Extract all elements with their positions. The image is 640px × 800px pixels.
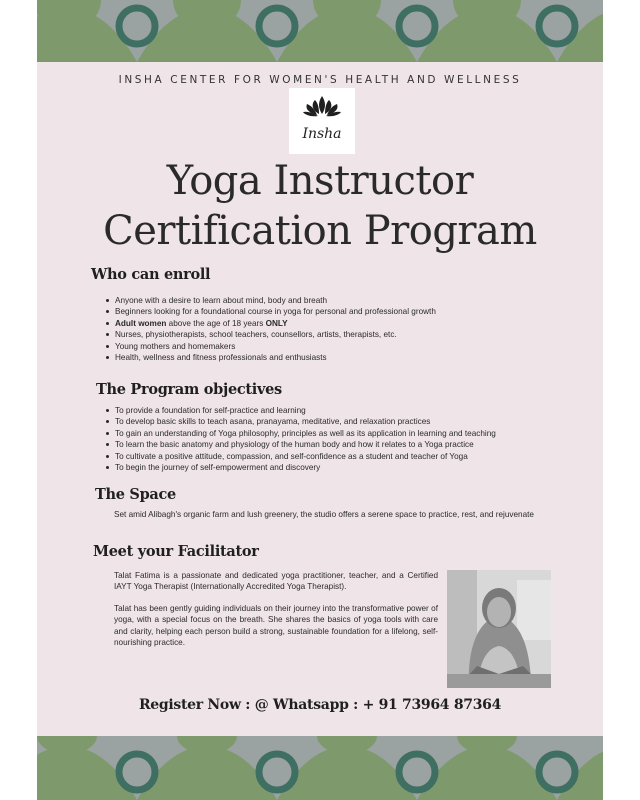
register-now-line: Register Now : @ Whatsapp : + 91 73964 87364 (138, 697, 502, 713)
meet-facilitator-heading: Meet your Facilitator (93, 543, 259, 560)
adult-women-bold: Adult women (115, 318, 167, 328)
insha-logo (289, 88, 355, 154)
program-title-line1: Yoga Instructor (166, 158, 474, 204)
bottom-pattern-band (37, 736, 603, 800)
program-objectives-heading: The Program objectives (96, 381, 282, 398)
list-item: To learn the basic anatomy and physiology of the human body and how it relates to a Yoga practice (105, 439, 496, 450)
facilitator-bio-text: Talat has been gently guiding individuals on their journey into the transformative power of yoga, with a special focus on the breath. She shares the basics of yoga tools with care and clarity, helping each person build a strong, sustainable foundation for a lifelong, self-nourishing practice. (114, 604, 438, 648)
program-objectives-list (105, 405, 496, 473)
who-can-enroll-list (105, 295, 436, 363)
the-space-text: Set amid Alibagh's organic farm and lush greenery, the studio offers a serene space to practice, rest, and rejuvenate (114, 510, 534, 519)
top-pattern-band (37, 0, 603, 62)
facilitator-portrait (447, 570, 551, 688)
list-item: To gain an understanding of Yoga philosophy, principles as well as its application in learning and teaching (105, 428, 496, 439)
adult-women-middle: above the age of 18 years (166, 318, 266, 328)
who-can-enroll-heading: Who can enroll (91, 266, 211, 283)
logo-text: Insha (302, 126, 342, 142)
center-name: INSHA CENTER FOR WOMEN'S HEALTH AND WELLNESS (118, 74, 522, 86)
the-space-heading: The Space (95, 486, 176, 503)
only-bold: ONLY (265, 318, 288, 328)
flyer-paper (37, 0, 603, 800)
facilitator-intro-text: Talat Fatima is a passionate and dedicated yoga practitioner, teacher, and a Certified IAYT Yoga Therapist (Internationally Accredited Yoga Therapist). (114, 571, 438, 592)
list-item: To provide a foundation for self-practice and learning (105, 405, 496, 416)
list-item: To begin the journey of self-empowerment and discovery (105, 462, 496, 473)
list-item: Health, wellness and fitness professionals and enthusiasts (105, 352, 436, 363)
lotus-leaves-icon (289, 88, 355, 154)
list-item: Anyone with a desire to learn about mind, body and breath (105, 295, 436, 306)
list-item: Young mothers and homemakers (105, 341, 436, 352)
list-item: Beginners looking for a foundational course in yoga for personal and professional growth (105, 306, 436, 317)
list-item: Nurses, physiotherapists, school teachers, counsellors, artists, therapists, etc. (105, 329, 436, 340)
list-item: To cultivate a positive attitude, compassion, and self-confidence as a student and teacher of Yoga (105, 451, 496, 462)
facilitator-photo (447, 570, 551, 688)
list-item: To develop basic skills to teach asana, pranayama, meditative, and relaxation practices (105, 416, 496, 427)
list-item (105, 318, 436, 329)
program-title-line2: Certification Program (103, 208, 537, 254)
